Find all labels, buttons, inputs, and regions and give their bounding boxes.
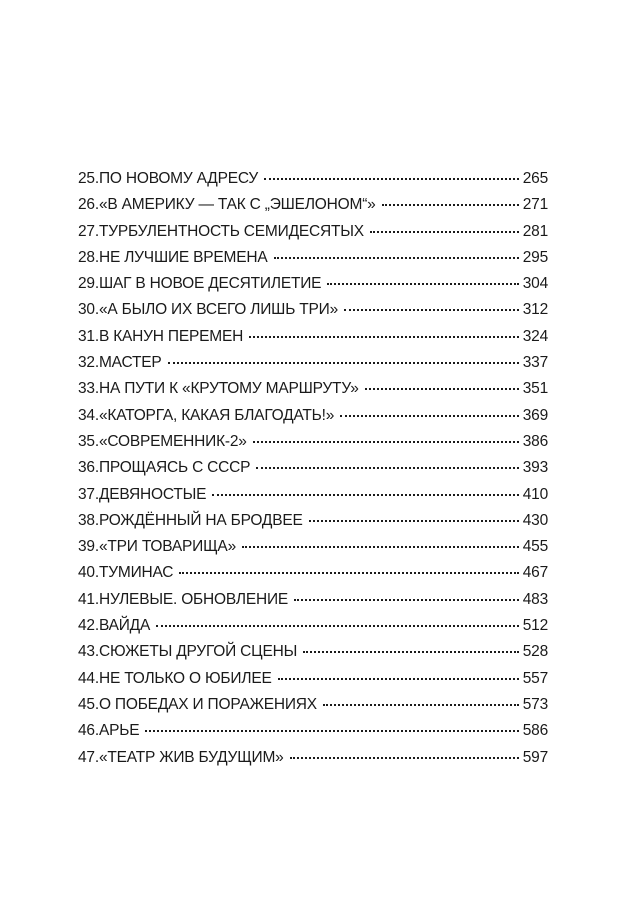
toc-entry-text: НА ПУТИ К «КРУТОМУ МАРШРУТУ» [98,380,359,398]
toc-entry-number: 39. [78,538,99,556]
dot-leader [327,283,518,285]
toc-entry [78,249,548,275]
toc-entry [78,328,548,354]
toc-entry [78,591,548,617]
toc-entry-page: 483 [522,590,548,608]
toc-entry-text: В КАНУН ПЕРЕМЕН [98,327,244,345]
toc-entry [78,433,548,459]
toc-entry-text: НЕ ЛУЧШИЕ ВРЕМЕНА [98,248,268,266]
toc-entry-title [78,223,364,241]
toc-entry-page: 586 [522,722,548,740]
toc-entry [78,617,548,643]
toc-entry-text: АРЬЕ [98,722,140,740]
toc-entry-page: 455 [522,538,548,556]
toc-entry-page: 573 [522,695,548,713]
toc-entry-text: МАСТЕР [98,354,162,372]
toc-entry [78,223,548,249]
toc-entry-page: 369 [522,406,548,424]
toc-entry-page: 304 [522,275,548,293]
toc-entry-number: 45. [78,695,99,713]
toc-entry-title [78,564,173,582]
toc-entry-title [78,170,258,188]
toc-entry-text: «ТЕАТР ЖИВ БУДУЩИМ» [98,748,284,766]
toc-entry-text: НЕ ТОЛЬКО О ЮБИЛЕЕ [98,669,272,687]
toc-entry-text: «В АМЕРИКУ — ТАК С „ЭШЕЛОНОМ“» [98,196,376,214]
dot-leader [249,336,519,338]
toc-entry-number: 43. [78,643,99,661]
toc-entry-page: 430 [522,511,548,529]
toc-entry-page: 324 [522,327,548,345]
toc-entry [78,275,548,301]
toc-entry-text: НУЛЕВЫЕ. ОБНОВЛЕНИЕ [98,590,289,608]
toc-entry-number: 35. [78,432,99,450]
toc-entry [78,643,548,669]
toc-entry-page: 351 [522,380,548,398]
toc-entry-number: 42. [78,617,99,635]
toc-entry-text: «СОВРЕМЕННИК-2» [98,432,247,450]
dot-leader [274,257,519,259]
toc-entry-text: «ТРИ ТОВАРИЩА» [98,538,236,556]
dot-leader [370,231,519,233]
toc-entry-number: 40. [78,564,99,582]
toc-entry-number: 25. [78,170,99,187]
toc-entry [78,170,548,196]
toc-entry [78,564,548,590]
toc-entry-page: 386 [522,432,548,450]
dot-leader [344,309,519,311]
toc-entry-page: 557 [522,669,548,687]
toc-entry-title [78,749,284,767]
toc-entry [78,486,548,512]
toc-entry-number: 27. [78,222,99,240]
table-of-contents [78,170,548,775]
toc-entry-text: «КАТОРГА, КАКАЯ БЛАГОДАТЬ!» [98,406,335,424]
toc-entry-number: 47. [78,748,99,766]
toc-entry-text: ПО НОВОМУ АДРЕСУ [98,170,259,187]
toc-entry-title [78,722,139,740]
toc-entry [78,749,548,775]
toc-entry-title [78,301,338,319]
toc-entry-title [78,617,150,635]
toc-entry-number: 37. [78,485,99,503]
dot-leader [156,625,519,627]
toc-entry-number: 34. [78,406,99,424]
dot-leader [256,467,518,469]
dot-leader [323,704,519,706]
dot-leader [264,178,519,180]
toc-entry-title [78,354,162,372]
dot-leader [253,441,519,443]
toc-entry-number: 26. [78,196,99,214]
dot-leader [168,362,519,364]
toc-entry-page: 271 [522,196,548,214]
toc-entry-title [78,459,250,477]
toc-entry-title [78,196,376,214]
toc-entry [78,380,548,406]
toc-entry [78,722,548,748]
dot-leader [309,520,519,522]
toc-entry-number: 29. [78,275,99,293]
toc-entry [78,538,548,564]
toc-entry [78,407,548,433]
toc-entry-title [78,407,334,425]
toc-entry [78,512,548,538]
toc-entry-text: О ПОБЕДАХ И ПОРАЖЕНИЯХ [98,695,317,713]
toc-entry-title [78,486,206,504]
toc-entry-title [78,249,268,267]
toc-entry-title [78,591,288,609]
toc-entry-page: 281 [522,222,548,240]
toc-entry-number: 32. [78,354,99,372]
toc-entry-title [78,380,359,398]
toc-entry-title [78,512,303,530]
toc-entry-text: ПРОЩАЯСЬ С СССР [98,459,251,477]
dot-leader [212,494,518,496]
dot-leader [278,678,519,680]
toc-entry-page: 528 [522,643,548,661]
toc-entry-number: 28. [78,248,99,266]
toc-entry-page: 597 [522,748,548,766]
dot-leader [290,757,519,759]
toc-entry-text: ДЕВЯНОСТЫЕ [98,485,207,503]
toc-entry-page: 393 [522,459,548,477]
toc-entry-text: ШАГ В НОВОЕ ДЕСЯТИЛЕТИЕ [98,275,322,293]
toc-entry-page: 337 [522,354,548,372]
toc-entry-number: 44. [78,669,99,687]
toc-entry-title [78,433,247,451]
toc-entry-number: 41. [78,590,99,608]
toc-entry [78,696,548,722]
dot-leader [303,651,519,653]
toc-entry-page: 512 [522,617,548,635]
dot-leader [179,572,518,574]
toc-entry-page: 467 [522,564,548,582]
toc-entry-text: РОЖДЁННЫЙ НА БРОДВЕЕ [98,511,303,529]
toc-entry-text: ТУМИНАС [98,564,174,582]
toc-entry-text: СЮЖЕТЫ ДРУГОЙ СЦЕНЫ [98,643,298,661]
toc-entry-title [78,670,272,688]
toc-entry [78,354,548,380]
toc-entry-title [78,538,236,556]
toc-entry-title [78,696,317,714]
toc-entry-number: 36. [78,459,99,477]
dot-leader [242,546,519,548]
dot-leader [365,388,519,390]
toc-entry [78,301,548,327]
toc-entry [78,459,548,485]
dot-leader [294,599,519,601]
dot-leader [145,730,518,732]
toc-entry-text: ВАЙДА [98,617,151,635]
toc-entry-number: 30. [78,301,99,319]
toc-entry-page: 265 [522,170,548,187]
toc-entry-page: 410 [522,485,548,503]
toc-entry-number: 46. [78,722,99,740]
dot-leader [340,415,519,417]
toc-entry-text: ТУРБУЛЕНТНОСТЬ СЕМИДЕСЯТЫХ [98,222,364,240]
dot-leader [382,204,519,206]
toc-entry [78,670,548,696]
toc-entry-number: 33. [78,380,99,398]
toc-entry-title [78,328,243,346]
toc-entry-title [78,643,297,661]
toc-entry-number: 38. [78,511,99,529]
toc-entry-title [78,275,321,293]
toc-entry-number: 31. [78,327,99,345]
toc-entry-page: 295 [522,248,548,266]
toc-entry [78,196,548,222]
toc-entry-text: «А БЫЛО ИХ ВСЕГО ЛИШЬ ТРИ» [98,301,339,319]
toc-entry-page: 312 [522,301,548,319]
